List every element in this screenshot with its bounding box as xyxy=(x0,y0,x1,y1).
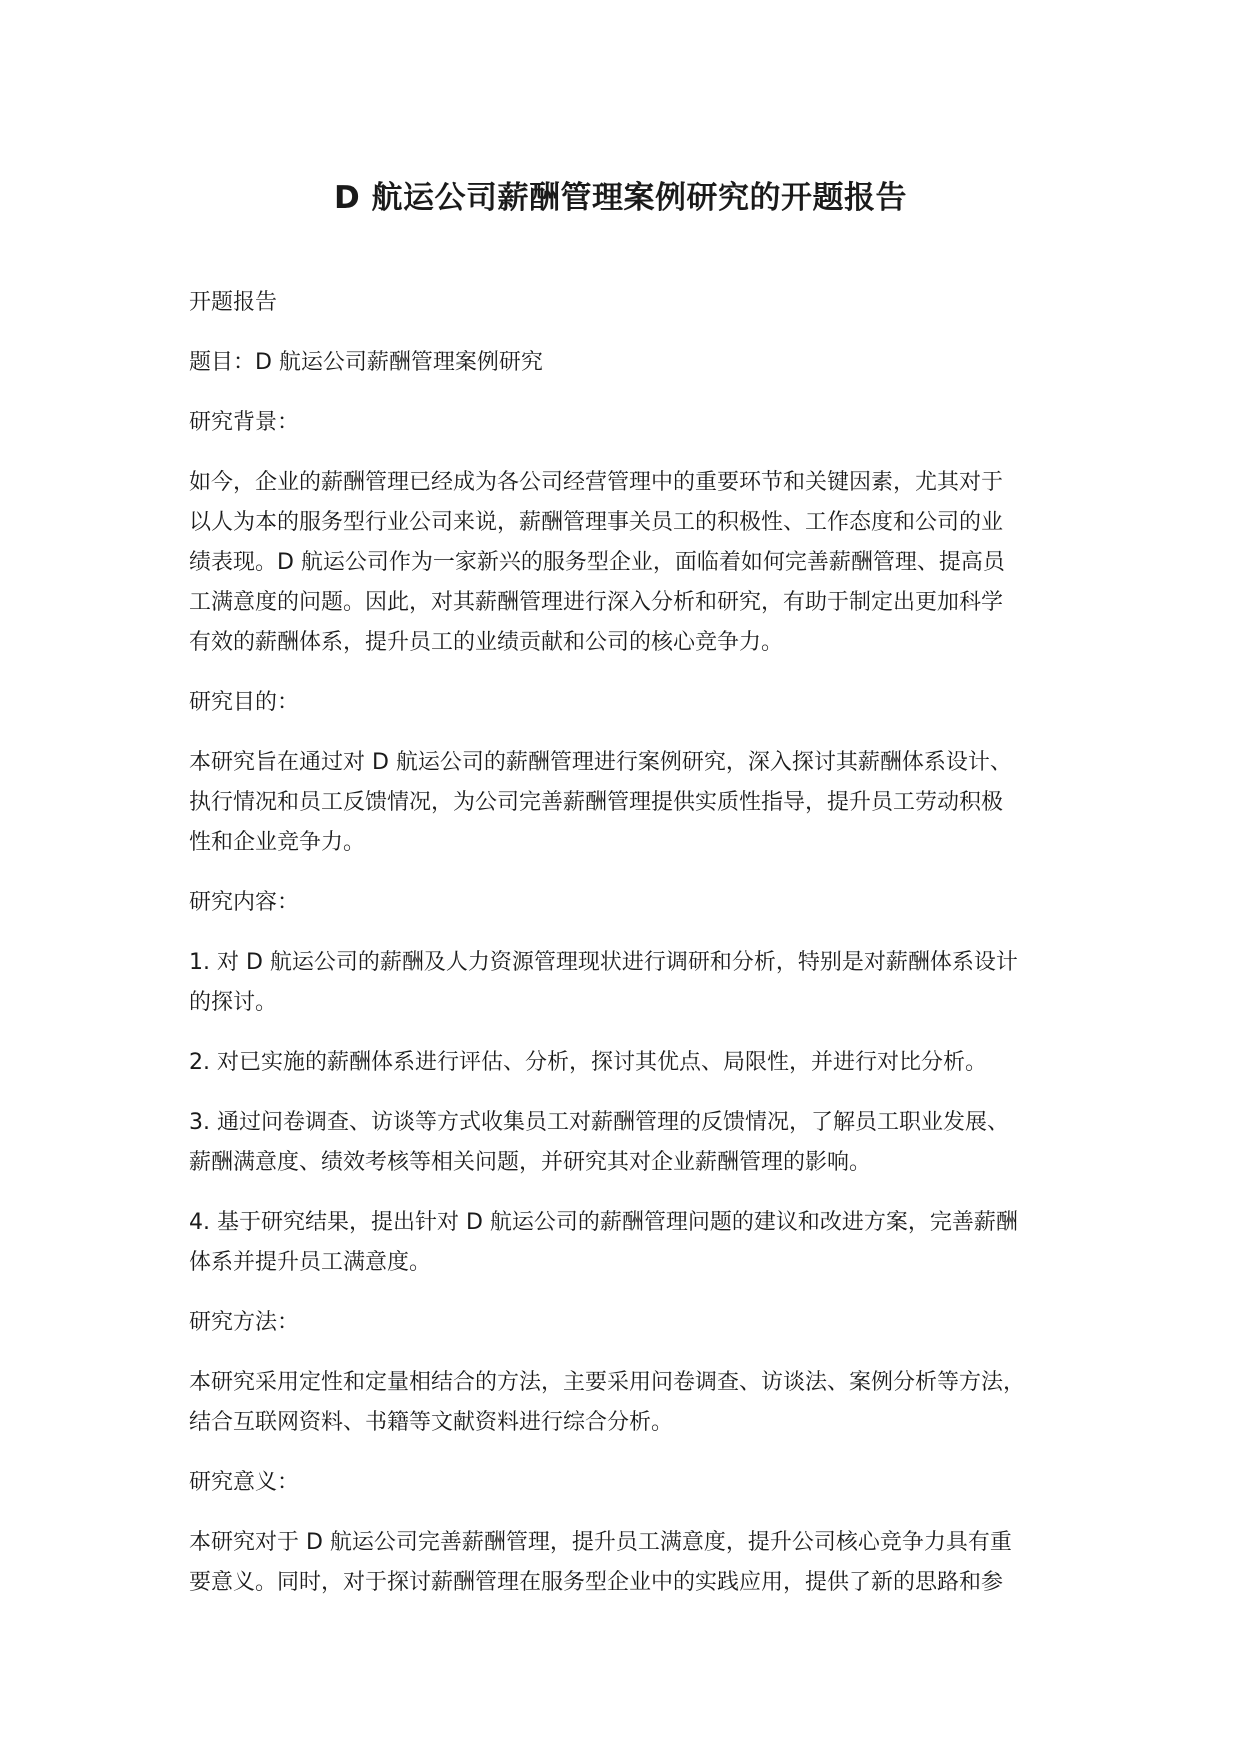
paragraph xyxy=(189,283,1089,323)
paragraph-line: 有效的薪酬体系，提升员工的业绩贡献和公司的核心竞争力。 xyxy=(189,630,784,655)
paragraph xyxy=(189,1363,1089,1443)
paragraph-line: 体系并提升员工满意度。 xyxy=(189,1250,432,1275)
paragraph xyxy=(189,1463,1089,1503)
paragraph xyxy=(189,1523,1089,1603)
paragraph xyxy=(189,1303,1089,1343)
paragraph-line: 开题报告 xyxy=(189,290,278,315)
paragraph-line: 执行情况和员工反馈情况，为公司完善薪酬管理提供实质性指导，提升员工劳动积极 xyxy=(189,790,1004,815)
paragraph-line: 要意义。同时，对于探讨薪酬管理在服务型企业中的实践应用，提供了新的思路和参 xyxy=(189,1570,1004,1595)
paragraph-line: 本研究对于 D 航运公司完善薪酬管理，提升员工满意度，提升公司核心竞争力具有重 xyxy=(189,1530,1012,1555)
paragraph xyxy=(189,463,1089,663)
paragraph-line: 4. 基于研究结果，提出针对 D 航运公司的薪酬管理问题的建议和改进方案，完善薪酬 xyxy=(189,1210,1018,1235)
paragraph-line: 1. 对 D 航运公司的薪酬及人力资源管理现状进行调研和分析，特别是对薪酬体系设计 xyxy=(189,950,1018,975)
paragraph-line: 研究背景： xyxy=(189,410,300,435)
paragraph-line: 薪酬满意度、绩效考核等相关问题，并研究其对企业薪酬管理的影响。 xyxy=(189,1150,872,1175)
document-body xyxy=(189,283,1089,1623)
paragraph-line: 研究方法： xyxy=(189,1310,300,1335)
paragraph xyxy=(189,1103,1089,1183)
paragraph-line: 研究意义： xyxy=(189,1470,300,1495)
paragraph-line: 的探讨。 xyxy=(189,990,278,1015)
paragraph-line: 研究目的： xyxy=(189,690,300,715)
paragraph xyxy=(189,683,1089,723)
paragraph xyxy=(189,743,1089,863)
paragraph-line: 以人为本的服务型行业公司来说，薪酬管理事关员工的积极性、工作态度和公司的业 xyxy=(189,510,1004,535)
paragraph xyxy=(189,1043,1089,1083)
paragraph-line: 研究内容： xyxy=(189,890,300,915)
paragraph xyxy=(189,403,1089,443)
paragraph xyxy=(189,943,1089,1023)
paragraph-line: 绩表现。D 航运公司作为一家新兴的服务型企业，面临着如何完善薪酬管理、提高员 xyxy=(189,550,1005,575)
paragraph-line: 本研究采用定性和定量相结合的方法，主要采用问卷调查、访谈法、案例分析等方法， xyxy=(189,1370,1026,1395)
paragraph-line: 3. 通过问卷调查、访谈等方式收集员工对薪酬管理的反馈情况，了解员工职业发展、 xyxy=(189,1110,1009,1135)
paragraph xyxy=(189,1203,1089,1283)
paragraph-line: 工满意度的问题。因此，对其薪酬管理进行深入分析和研究，有助于制定出更加科学 xyxy=(189,590,1004,615)
paragraph-line: 本研究旨在通过对 D 航运公司的薪酬管理进行案例研究，深入探讨其薪酬体系设计、 xyxy=(189,750,1012,775)
paragraph xyxy=(189,343,1089,383)
paragraph-line: 2. 对已实施的薪酬体系进行评估、分析，探讨其优点、局限性，并进行对比分析。 xyxy=(189,1050,987,1075)
document-title: D 航运公司薪酬管理案例研究的开题报告 xyxy=(333,180,908,216)
paragraph-line: 如今，企业的薪酬管理已经成为各公司经营管理中的重要环节和关键因素，尤其对于 xyxy=(189,470,1004,495)
paragraph-line: 结合互联网资料、书籍等文献资料进行综合分析。 xyxy=(189,1410,674,1435)
paragraph xyxy=(189,883,1089,923)
paragraph-line: 性和企业竞争力。 xyxy=(189,830,366,855)
paragraph-line: 题目：D 航运公司薪酬管理案例研究 xyxy=(189,350,543,375)
